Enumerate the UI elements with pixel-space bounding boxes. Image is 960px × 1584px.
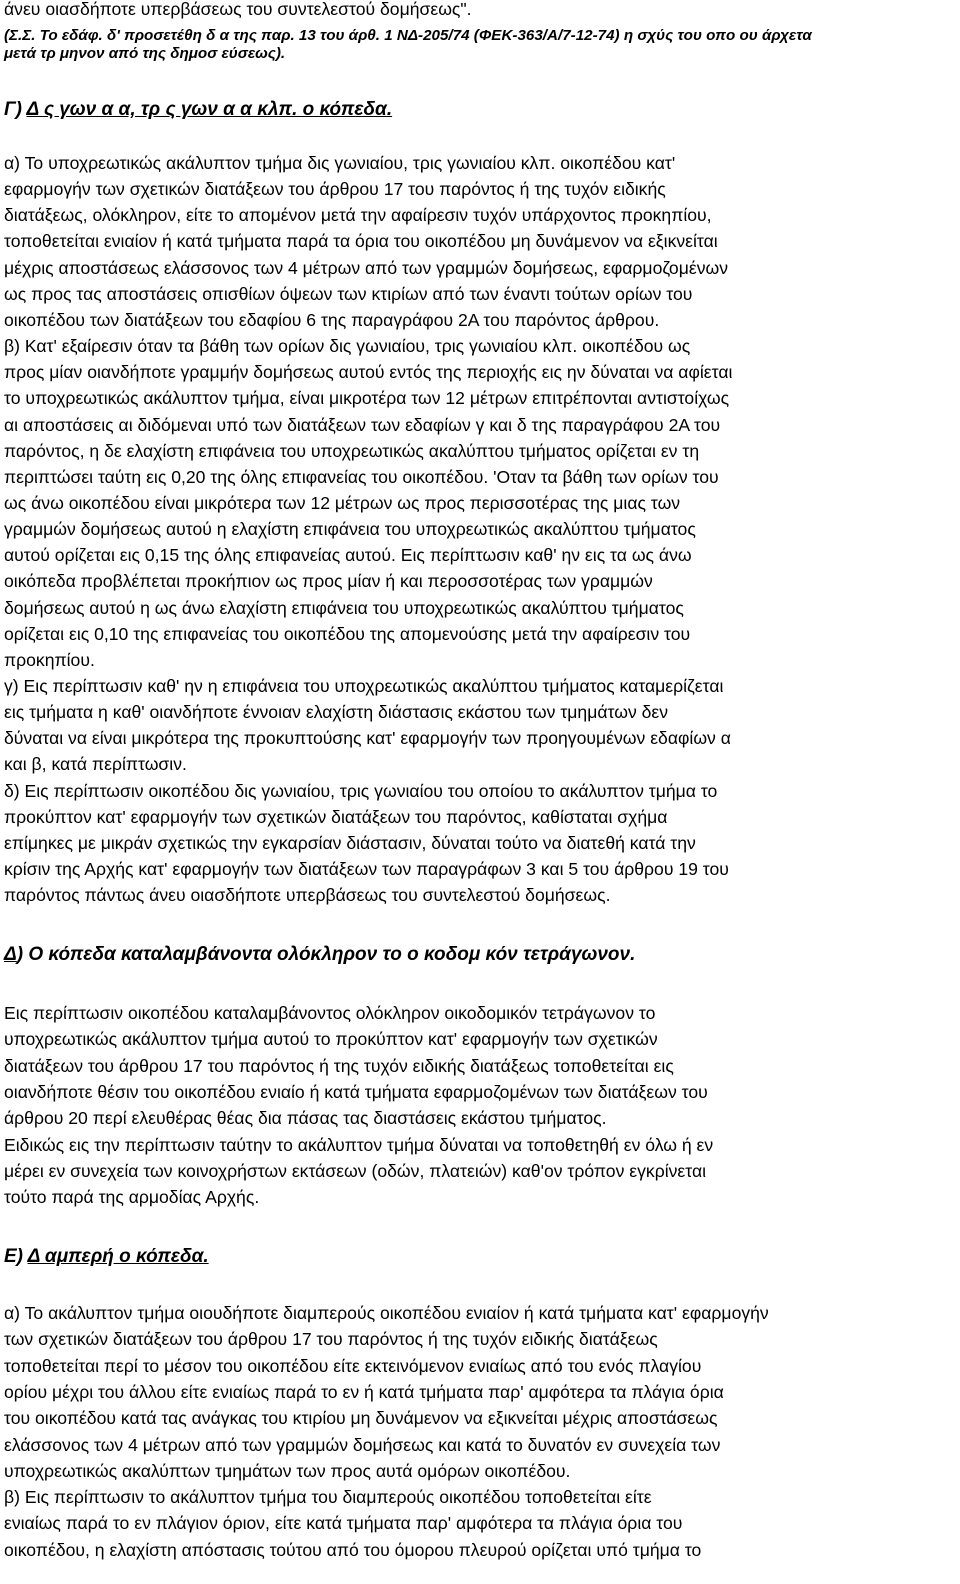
section-heading-title: Δ ς γων α α, τρ ς γων α α κλπ. ο κόπεδα. — [26, 99, 393, 120]
text-line: το υποχρεωτικώς ακάλυπτον τμήμα, είναι μικροτέρα των 12 μέτρων επιτρέπονται αντιστοίχως — [4, 388, 730, 409]
text-line: β) Κατ' εξαίρεσιν όταν τα βάθη των ορίων δις γωνιαίου, τρις γωνιαίου κλπ. οικοπέδου ως — [4, 336, 691, 357]
text-line: ως άνω οικοπέδου είναι μικρότερα των 12 μέτρων ως προς περισσοτέρας της μιας των — [4, 492, 681, 513]
text-line: ελάσσονος των 4 μέτρων από των γραμμών δομήσεως και κατά το δυνατόν εν συνεχεία των — [4, 1434, 721, 1455]
text-line: ορίζεται εις 0,10 της επιφανείας του οικοπέδου της απομενούσης μετά την αφαίρεσιν του — [4, 623, 691, 644]
text-line: προς μίαν οιανδήποτε γραμμήν δομήσεως αυτού εντός της περιοχής εις ην δύναται να αφίεται — [4, 362, 733, 383]
section-heading-d — [4, 942, 635, 968]
section-heading-mark: Δ — [4, 944, 17, 965]
legal-note: (Σ.Σ. Το εδάφ. δ' προσετέθη δ α της παρ. 13 του άρθ. 1 ΝΔ-205/74 (ΦΕΚ-363/Α/7-12-74) η σχύς του οπο ου άρχετα — [4, 27, 812, 44]
text-line: παρόντος πάντως άνευ οιασδήποτε υπερβάσεως του συντελεστού δομήσεως. — [4, 885, 611, 906]
text-line: μέρει εν συνεχεία των κοινοχρήστων εκτάσεων (οδών, πλατειών) καθ'ον τρόπον εγκρίνεται — [4, 1160, 707, 1181]
text-line: αυτού ορίζεται εις 0,15 της όλης επιφανείας αυτού. Εις περίπτωσιν καθ' ην εις τα ως άνω — [4, 545, 692, 566]
text-line: υποχρεωτικώς ακαλύπτων τμημάτων των προς αυτά ομόρων οικοπέδου. — [4, 1460, 571, 1481]
text-line: προκύπτον κατ' εφαρμογήν των σχετικών διατάξεων του παρόντος, καθίσταται σχήμα — [4, 806, 668, 827]
text-line: οιανδήποτε θέσιν του οικοπέδου ενιαίο ή κατά τμήματα εφαρμοζομένων των διατάξεων του — [4, 1081, 708, 1102]
text-line: εφαρμογήν των σχετικών διατάξεων του άρθρου 17 του παρόντος ή της τυχόν ειδικής — [4, 179, 666, 200]
text-line: αι αποστάσεις αι διδόμεναι υπό των διατάξεων των εδαφίων γ και δ της παραγράφου 2Α του — [4, 414, 721, 435]
section-heading-title: ) Ο κόπεδα καταλαμβάνοντα ολόκληρον το ο κοδομ κόν τετράγωνον. — [16, 944, 636, 965]
text-line: ορίου μέχρι του άλλου είτε ενιαίως παρά το εν ή κατά τμήματα παρ' αμφότερα τα πλάγια όρια — [4, 1381, 724, 1402]
text-line: διατάξεως, ολόκληρον, είτε το απομένον μετά την αφαίρεσιν τυχόν υπάρχοντος προκηπίου, — [4, 205, 712, 226]
text-line: τούτο παρά της αρμοδίας Αρχής. — [4, 1187, 260, 1208]
text-line: ως προς τας αποστάσεις οπισθίων όψεων των κτιρίων από των έναντι τούτων ορίων του — [4, 283, 693, 304]
text-line: του οικοπέδου κατά τας ανάγκας του κτιρίου μη δυνάμενον να εξικνείται μέχρις αποστάσεως — [4, 1408, 718, 1429]
text-line: των σχετικών διατάξεων του άρθρου 17 του παρόντος ή της τυχόν ειδικής διατάξεως — [4, 1329, 658, 1350]
text-line: και β, κατά περίπτωσιν. — [4, 754, 187, 775]
text-line: ενιαίως παρά το εν πλάγιον όριον, είτε κατά τμήματα παρ' αμφότερα τα πλάγια όρια του — [4, 1513, 683, 1534]
text-line: δομήσεως αυτού η ως άνω ελαχίστη επιφάνεια του υποχρεωτικώς ακαλύπτου τμήματος — [4, 597, 684, 618]
section-heading-e — [4, 1244, 209, 1270]
section-heading-title: Δ αμπερή ο κόπεδα. — [27, 1246, 209, 1267]
text-line: επίμηκες με μικράν σχετικώς την εγκαρσίαν διάστασιν, δύναται τούτο να διατεθή κατά την — [4, 832, 696, 853]
text-line: οικοπέδου των διατάξεων του εδαφίου 6 της παραγράφου 2Α του παρόντος άρθρου. — [4, 309, 660, 330]
legal-note: μετά τρ μηνον από της δημοσ εύσεως). — [4, 45, 286, 62]
section-heading-mark: Γ) — [4, 99, 27, 120]
section-heading-mark: Ε) — [4, 1246, 28, 1267]
text-line: δ) Εις περίπτωσιν οικοπέδου δις γωνιαίου, τρις γωνιαίου του οποίου το ακάλυπτον τμήμα το — [4, 780, 718, 801]
text-line: δύναται να είναι μικρότερα της προκυπτούσης κατ' εφαρμογήν των προηγουμένων εδαφίων α — [4, 728, 731, 749]
text-line: προκηπίου. — [4, 649, 95, 670]
text-line: γραμμών δομήσεως αυτού η ελαχίστη επιφάνεια του υποχρεωτικώς ακαλύπτου τμήματος — [4, 519, 696, 540]
text-line: άρθρου 20 περί ελευθέρας θέας δια πάσας τας διαστάσεις εκάστου τμήματος. — [4, 1108, 607, 1129]
text-line: μέχρις αποστάσεως ελάσσονος των 4 μέτρων από των γραμμών δομήσεως, εφαρμοζομένων — [4, 257, 729, 278]
text-line: άνευ οιασδήποτε υπερβάσεως του συντελεστού δομήσεως". — [4, 0, 472, 19]
text-line: οικοπέδου, η ελαχίστη απόστασις τούτου από του όμορου πλευρού ορίζεται υπό τμήμα το — [4, 1539, 702, 1560]
text-line: γ) Εις περίπτωσιν καθ' ην η επιφάνεια του υποχρεωτικώς ακαλύπτου τμήματος καταμερίζεται — [4, 676, 724, 696]
section-heading-g — [4, 97, 392, 123]
text-line: διατάξεων του άρθρου 17 του παρόντος ή της τυχόν ειδικής διατάξεως τοποθετείται εις — [4, 1055, 674, 1076]
text-line: α) Το ακάλυπτον τμήμα οιουδήποτε διαμπερούς οικοπέδου ενιαίον ή κατά τμήματα κατ' εφαρμογήν — [4, 1303, 769, 1323]
text-line: οικόπεδα προβλέπεται προκήπιον ως προς μίαν ή και περοσσοτέρας των γραμμών — [4, 571, 653, 592]
text-line: εις τμήματα η καθ' οιανδήποτε έννοιαν ελαχίστη διάστασις εκάστου των τμημάτων δεν — [4, 702, 669, 723]
text-line: β) Εις περίπτωσιν το ακάλυπτον τμήμα του διαμπερούς οικοπέδου τοποθετείται είτε — [4, 1487, 652, 1508]
text-line: υποχρεωτικώς ακάλυπτον τμήμα αυτού το προκύπτον κατ' εφαρμογήν των σχετικών — [4, 1029, 658, 1050]
text-line: τοποθετείται περί το μέσον του οικοπέδου είτε εκτεινόμενον ενιαίως από του ενός πλαγίου — [4, 1355, 702, 1376]
text-line: α) Το υποχρεωτικώς ακάλυπτον τμήμα δις γωνιαίου, τρις γωνιαίου κλπ. οικοπέδου κατ' — [4, 153, 676, 173]
text-line: κρίσιν της Αρχής κατ' εφαρμογήν των διατάξεων των παραγράφων 3 και 5 του άρθρου 19 του — [4, 859, 729, 880]
text-line: Εις περίπτωσιν οικοπέδου καταλαμβάνοντος ολόκληρον οικοδομικόν τετράγωνον το — [4, 1003, 656, 1023]
text-line: Ειδικώς εις την περίπτωσιν ταύτην το ακάλυπτον τμήμα δύναται να τοποθετηθή εν όλω ή εν — [4, 1134, 714, 1155]
text-line: τοποθετείται ενιαίον ή κατά τμήματα παρά τα όρια του οικοπέδου μη δυνάμενον να εξικνείται — [4, 231, 718, 252]
text-line: παρόντος, η δε ελαχίστη επιφάνεια του υποχρεωτικώς ακαλύπτου τμήματος ορίζεται εν τη — [4, 440, 700, 461]
text-line: περιπτώσει ταύτη εις 0,20 της όλης επιφανείας του οικοπέδου. 'Οταν τα βάθη των ορίων του — [4, 466, 719, 487]
